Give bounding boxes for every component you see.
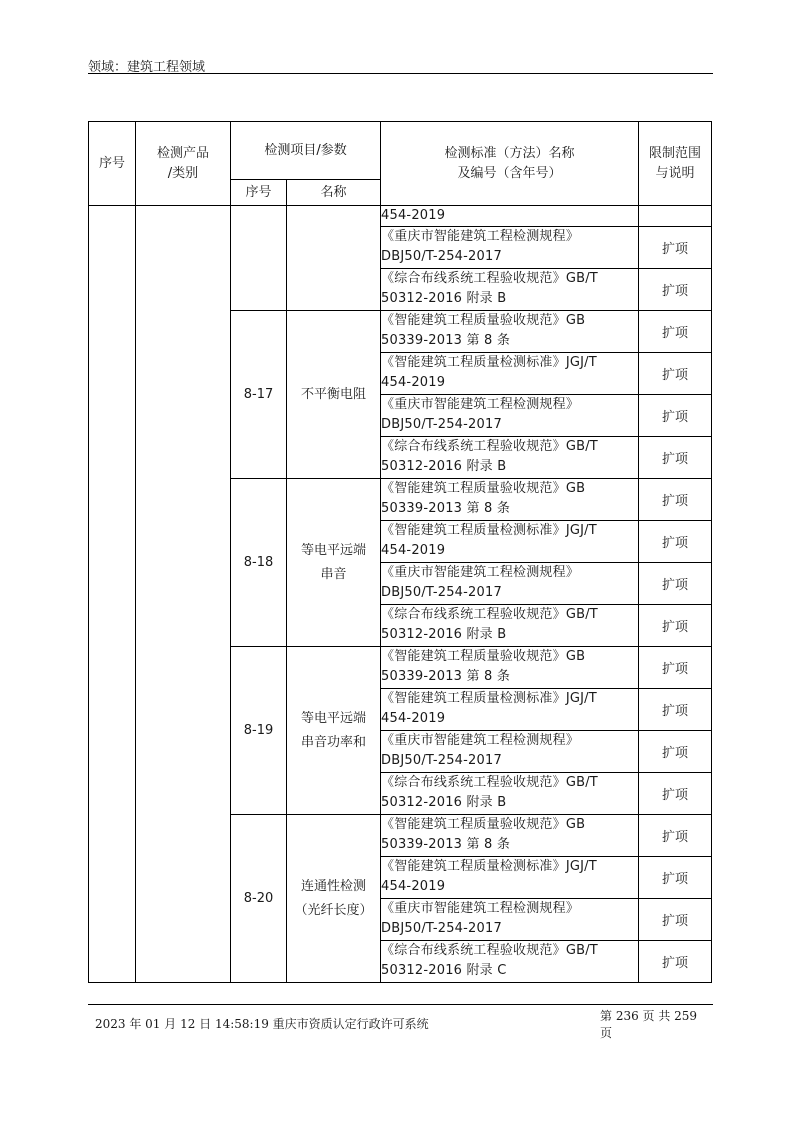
limit-cell: 扩项 <box>639 311 712 353</box>
item-name: 不平衡电阻 <box>287 311 381 479</box>
header-sub-name: 名称 <box>287 180 381 206</box>
standard-cell: 《智能建筑工程质量检测标准》JGJ/T 454-2019 <box>381 689 639 731</box>
standard-cell: 《重庆市智能建筑工程检测规程》 DBJ50/T-254-2017 <box>381 731 639 773</box>
limit-cell: 扩项 <box>639 941 712 983</box>
standard-cell: 454-2019 <box>381 206 639 227</box>
standard-cell: 《重庆市智能建筑工程检测规程》 DBJ50/T-254-2017 <box>381 395 639 437</box>
limit-cell: 扩项 <box>639 857 712 899</box>
header-sub-seq: 序号 <box>231 180 287 206</box>
category-cell-empty <box>136 206 231 983</box>
limit-cell: 扩项 <box>639 479 712 521</box>
standard-cell: 《重庆市智能建筑工程检测规程》 DBJ50/T-254-2017 <box>381 227 639 269</box>
standard-cell: 《综合布线系统工程验收规范》GB/T 50312-2016 附录 B <box>381 437 639 479</box>
limit-cell: 扩项 <box>639 353 712 395</box>
limit-cell: 扩项 <box>639 605 712 647</box>
limit-cell: 扩项 <box>639 521 712 563</box>
limit-cell: 扩项 <box>639 815 712 857</box>
inspection-scope-table <box>88 121 712 983</box>
standard-cell: 《智能建筑工程质量验收规范》GB 50339-2013 第 8 条 <box>381 647 639 689</box>
limit-cell: 扩项 <box>639 563 712 605</box>
item-name: 等电平远端 串音功率和 <box>287 647 381 815</box>
limit-cell: 扩项 <box>639 899 712 941</box>
item-name: 等电平远端 串音 <box>287 479 381 647</box>
limit-cell: 扩项 <box>639 773 712 815</box>
standard-cell: 《智能建筑工程质量检测标准》JGJ/T 454-2019 <box>381 857 639 899</box>
standard-cell: 《重庆市智能建筑工程检测规程》 DBJ50/T-254-2017 <box>381 563 639 605</box>
header-item-param: 检测项目/参数 <box>231 122 381 180</box>
limit-cell: 扩项 <box>639 227 712 269</box>
item-seq: 8-17 <box>231 311 287 479</box>
limit-cell-empty <box>639 206 712 227</box>
header-category: 检测产品 /类别 <box>136 122 231 206</box>
standard-cell: 《智能建筑工程质量验收规范》GB 50339-2013 第 8 条 <box>381 311 639 353</box>
page-header-domain: 领域：建筑工程领域 <box>88 60 206 75</box>
standard-cell: 《智能建筑工程质量验收规范》GB 50339-2013 第 8 条 <box>381 479 639 521</box>
footer-timestamp-system: 2023 年 01 月 12 日 14:58:19 重庆市资质认定行政许可系统 <box>95 1017 429 1031</box>
limit-cell: 扩项 <box>639 731 712 773</box>
footer-page-info: 第 236 页 共 259 页 <box>600 1009 698 1040</box>
header-limit: 限制范围 与说明 <box>639 122 712 206</box>
item-seq: 8-18 <box>231 479 287 647</box>
limit-cell: 扩项 <box>639 269 712 311</box>
header-seq: 序号 <box>89 122 136 206</box>
limit-cell: 扩项 <box>639 395 712 437</box>
standard-cell: 《综合布线系统工程验收规范》GB/T 50312-2016 附录 B <box>381 605 639 647</box>
seq-cell-empty <box>89 206 136 983</box>
header-standard: 检测标准（方法）名称 及编号（含年号） <box>381 122 639 206</box>
standard-cell: 《重庆市智能建筑工程检测规程》 DBJ50/T-254-2017 <box>381 899 639 941</box>
standard-cell: 《智能建筑工程质量验收规范》GB 50339-2013 第 8 条 <box>381 815 639 857</box>
item-seq: 8-20 <box>231 815 287 983</box>
standard-cell: 《智能建筑工程质量检测标准》JGJ/T 454-2019 <box>381 521 639 563</box>
item-name: 连通性检测 （光纤长度） <box>287 815 381 983</box>
limit-cell: 扩项 <box>639 647 712 689</box>
cont-sub-seq-empty <box>231 206 287 311</box>
footer-divider <box>88 1004 713 1005</box>
header-divider <box>88 73 713 74</box>
standard-cell: 《综合布线系统工程验收规范》GB/T 50312-2016 附录 B <box>381 773 639 815</box>
standard-cell: 《综合布线系统工程验收规范》GB/T 50312-2016 附录 B <box>381 269 639 311</box>
standard-cell: 《智能建筑工程质量检测标准》JGJ/T 454-2019 <box>381 353 639 395</box>
standard-cell: 《综合布线系统工程验收规范》GB/T 50312-2016 附录 C <box>381 941 639 983</box>
cont-sub-name-empty <box>287 206 381 311</box>
limit-cell: 扩项 <box>639 689 712 731</box>
limit-cell: 扩项 <box>639 437 712 479</box>
item-seq: 8-19 <box>231 647 287 815</box>
